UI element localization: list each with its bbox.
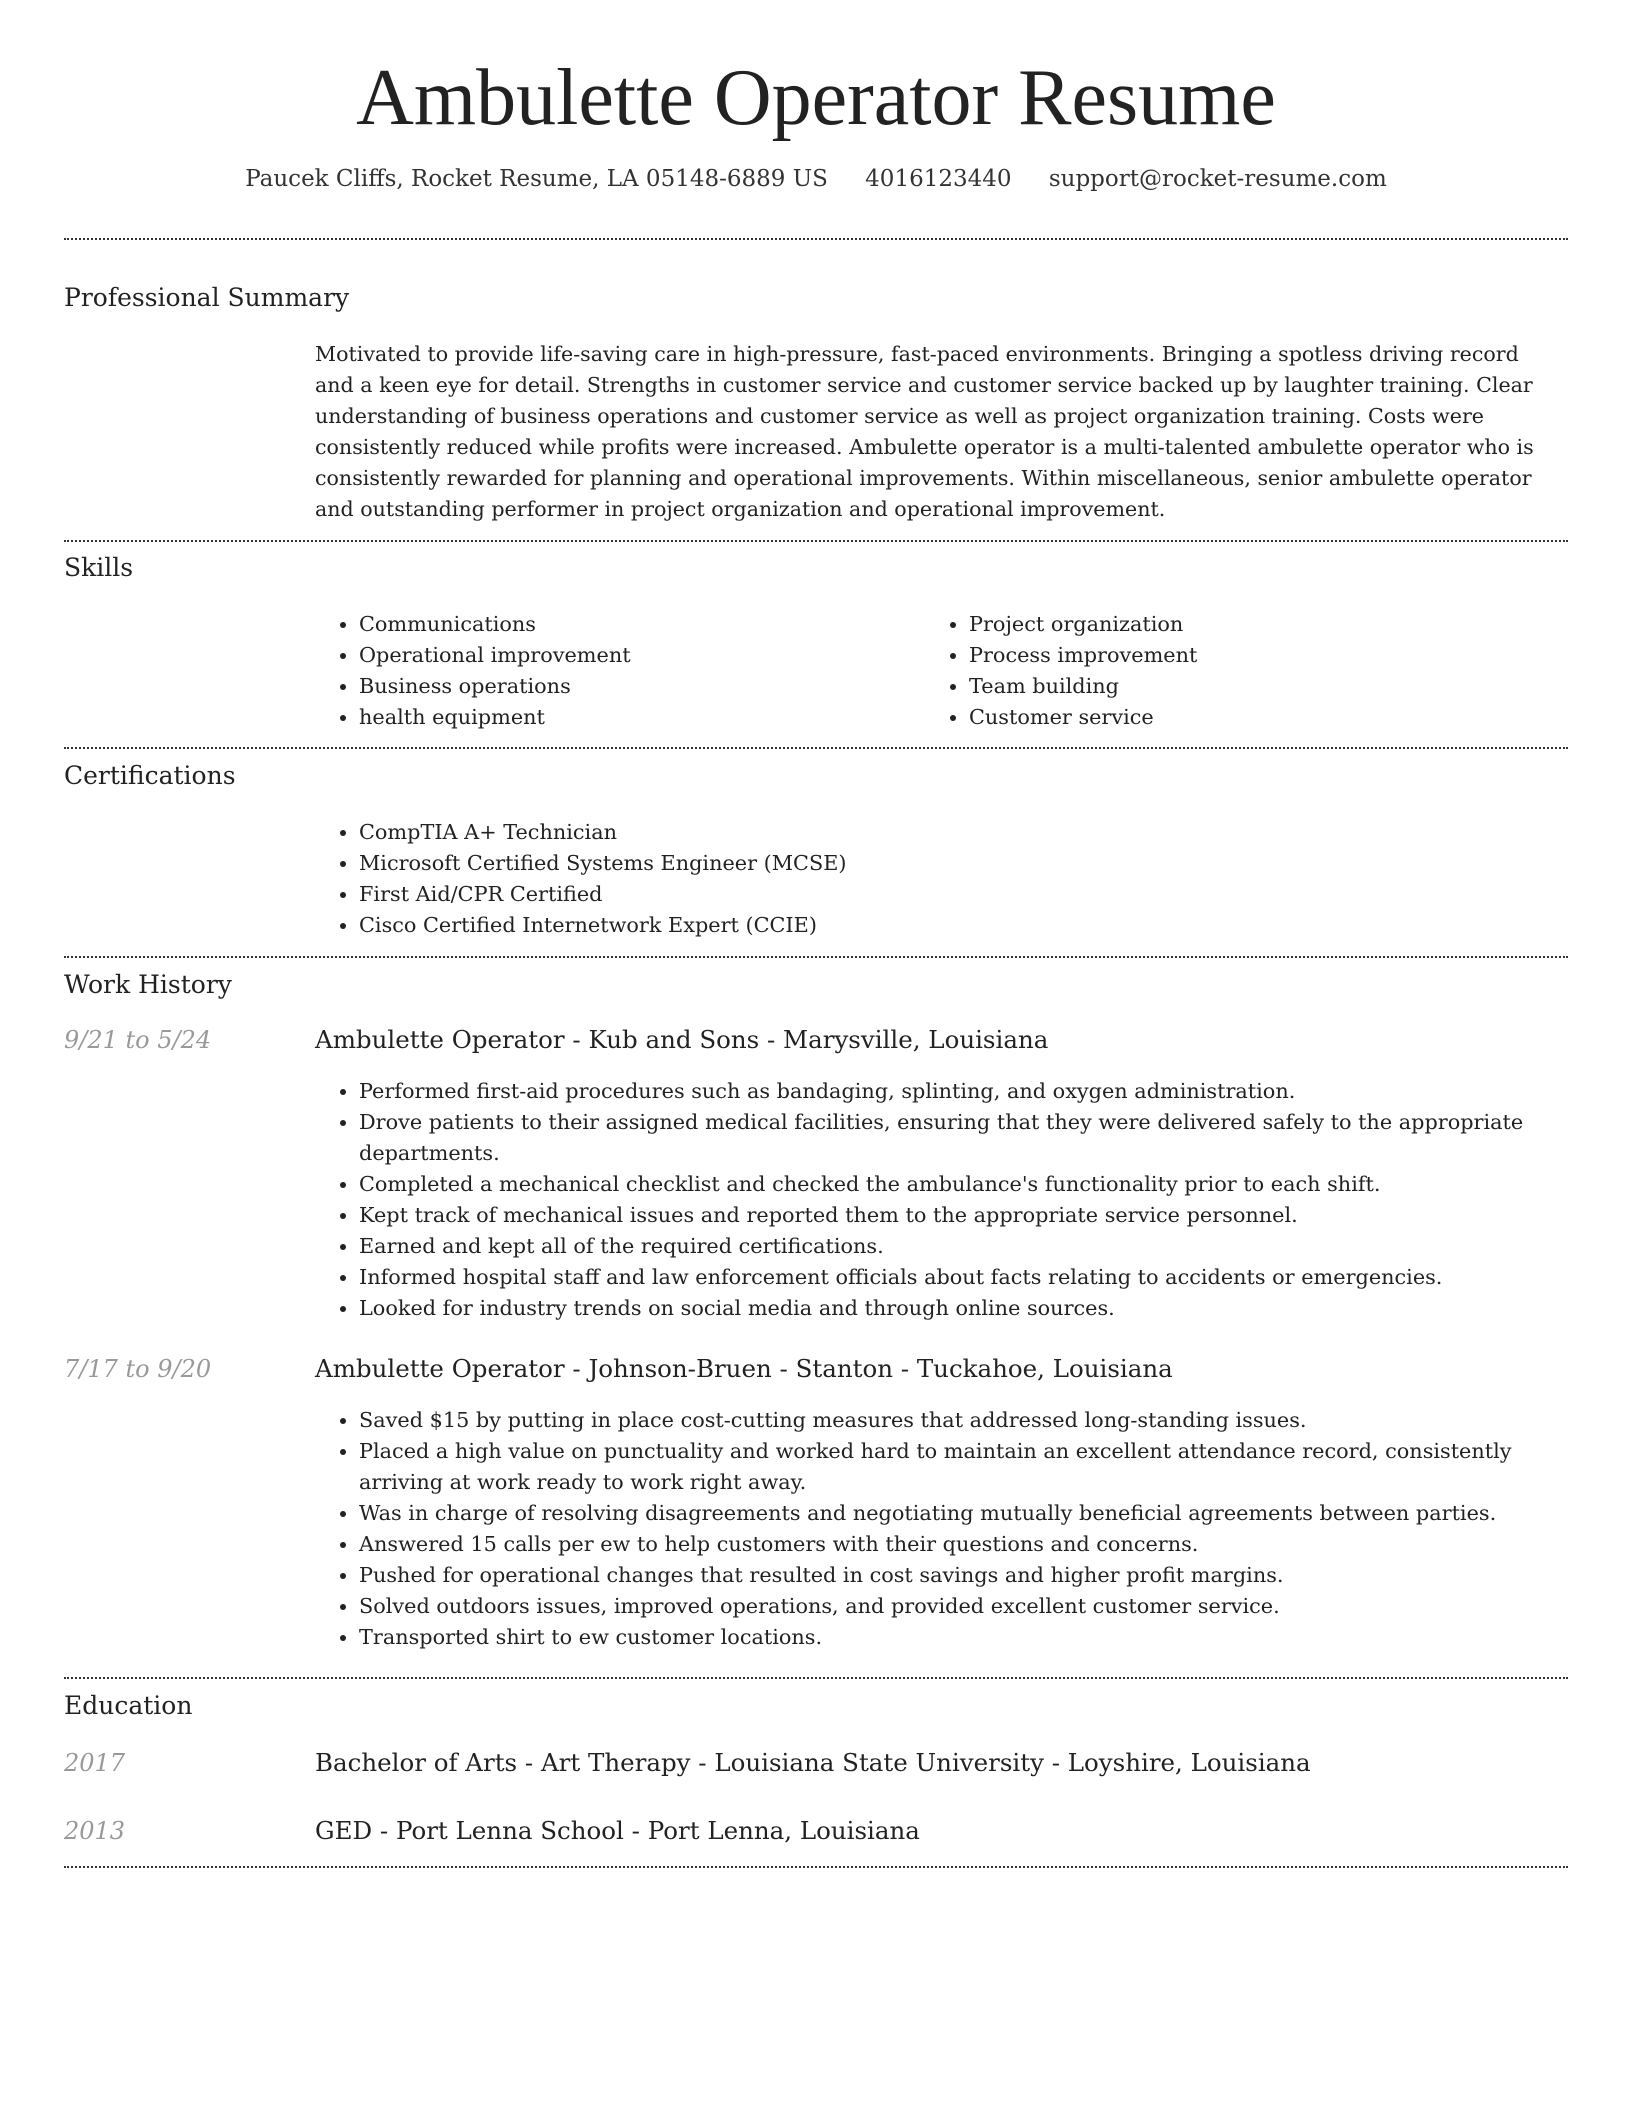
contact-line: [0, 166, 1632, 192]
job-bullet: • Answered 15 calls per ew to help customers with their questions and concerns.: [359, 1529, 1579, 1560]
work-history-heading: Work History: [64, 970, 232, 999]
certification-item: • CompTIA A+ Technician: [359, 817, 1559, 848]
job-bullets: [315, 1076, 1579, 1324]
job-dates: 9/21 to 5/24: [64, 1026, 212, 1054]
job-bullet: • Transported shirt to ew customer locations.: [359, 1622, 1579, 1653]
job-bullet: • Informed hospital staff and law enforcement officials about facts relating to accidents or emergencies.: [359, 1262, 1579, 1293]
job-bullets: [315, 1405, 1579, 1653]
job-bullet: • Saved $15 by putting in place cost-cutting measures that addressed long-standing issues.: [359, 1405, 1579, 1436]
job-bullet: • Solved outdoors issues, improved operations, and provided excellent customer service.: [359, 1591, 1579, 1622]
skills-left-column: [315, 609, 919, 733]
contact-address: Paucek Cliffs, Rocket Resume, LA 05148-6889 US: [245, 166, 828, 192]
resume-title: Ambulette Operator Resume: [356, 54, 1276, 142]
skill-item: • Operational improvement: [359, 640, 919, 671]
contact-phone: 4016123440: [865, 166, 1012, 192]
divider: [64, 747, 1568, 749]
divider: [64, 238, 1568, 240]
job-bullet: • Completed a mechanical checklist and checked the ambulance's functionality prior to each shift.: [359, 1169, 1579, 1200]
certification-item: • Cisco Certified Internetwork Expert (CCIE): [359, 910, 1559, 941]
job-bullet: • Performed first-aid procedures such as bandaging, splinting, and oxygen administration.: [359, 1076, 1579, 1107]
education-year: 2013: [64, 1817, 126, 1845]
divider: [64, 1866, 1568, 1868]
skill-item: • health equipment: [359, 702, 919, 733]
summary-text: Motivated to provide life-saving care in high-pressure, fast-paced environments. Bringing a spotless driving record and a keen eye for detail. Strengths in customer service and customer service backed up by laughter training. Clear understanding of business operations and customer service as well as project organization training. Costs were consistently reduced while profits were increased. Ambulette operator is a multi-talented ambulette operator who is consistently rewarded for planning and operational improvements. Within miscellaneous, senior ambulette operator and outstanding performer in project organization and operational improvement.: [315, 342, 1534, 521]
skill-item: • Customer service: [969, 702, 1529, 733]
job-bullet: • Pushed for operational changes that resulted in cost savings and higher profit margins.: [359, 1560, 1579, 1591]
job-bullet: • Placed a high value on punctuality and worked hard to maintain an excellent attendance record, consistently arriving at work ready to work right away.: [359, 1436, 1579, 1498]
skills-heading: Skills: [64, 553, 134, 582]
education-entry: GED - Port Lenna School - Port Lenna, Louisiana: [315, 1816, 920, 1845]
job-bullet: • Drove patients to their assigned medical facilities, ensuring that they were delivered safely to the appropriate departments.: [359, 1107, 1579, 1169]
skill-item: • Business operations: [359, 671, 919, 702]
job-dates: 7/17 to 9/20: [64, 1355, 212, 1383]
certification-item: • First Aid/CPR Certified: [359, 879, 1559, 910]
skill-item: • Communications: [359, 609, 919, 640]
divider: [64, 1677, 1568, 1679]
certification-item: • Microsoft Certified Systems Engineer (MCSE): [359, 848, 1559, 879]
divider: [64, 540, 1568, 542]
job-title: Ambulette Operator - Johnson-Bruen - Stanton - Tuckahoe, Louisiana: [315, 1354, 1173, 1383]
education-entry: Bachelor of Arts - Art Therapy - Louisiana State University - Loyshire, Louisiana: [315, 1748, 1311, 1777]
resume-header: [0, 0, 1632, 192]
certifications-heading: Certifications: [64, 761, 236, 790]
skill-item: • Team building: [969, 671, 1529, 702]
divider: [64, 956, 1568, 958]
job-bullet: • Earned and kept all of the required certifications.: [359, 1231, 1579, 1262]
skill-item: • Project organization: [969, 609, 1529, 640]
contact-email: support@rocket-resume.com: [1048, 166, 1387, 192]
certifications-list: [315, 817, 1559, 941]
education-heading: Education: [64, 1691, 193, 1720]
skill-item: • Process improvement: [969, 640, 1529, 671]
job-title: Ambulette Operator - Kub and Sons - Marysville, Louisiana: [315, 1025, 1049, 1054]
skills-right-column: [925, 609, 1529, 733]
job-bullet: • Kept track of mechanical issues and reported them to the appropriate service personnel.: [359, 1200, 1579, 1231]
job-bullet: • Was in charge of resolving disagreements and negotiating mutually beneficial agreements between parties.: [359, 1498, 1579, 1529]
education-year: 2017: [64, 1749, 126, 1777]
job-bullet: • Looked for industry trends on social media and through online sources.: [359, 1293, 1579, 1324]
summary-heading: Professional Summary: [64, 283, 350, 312]
